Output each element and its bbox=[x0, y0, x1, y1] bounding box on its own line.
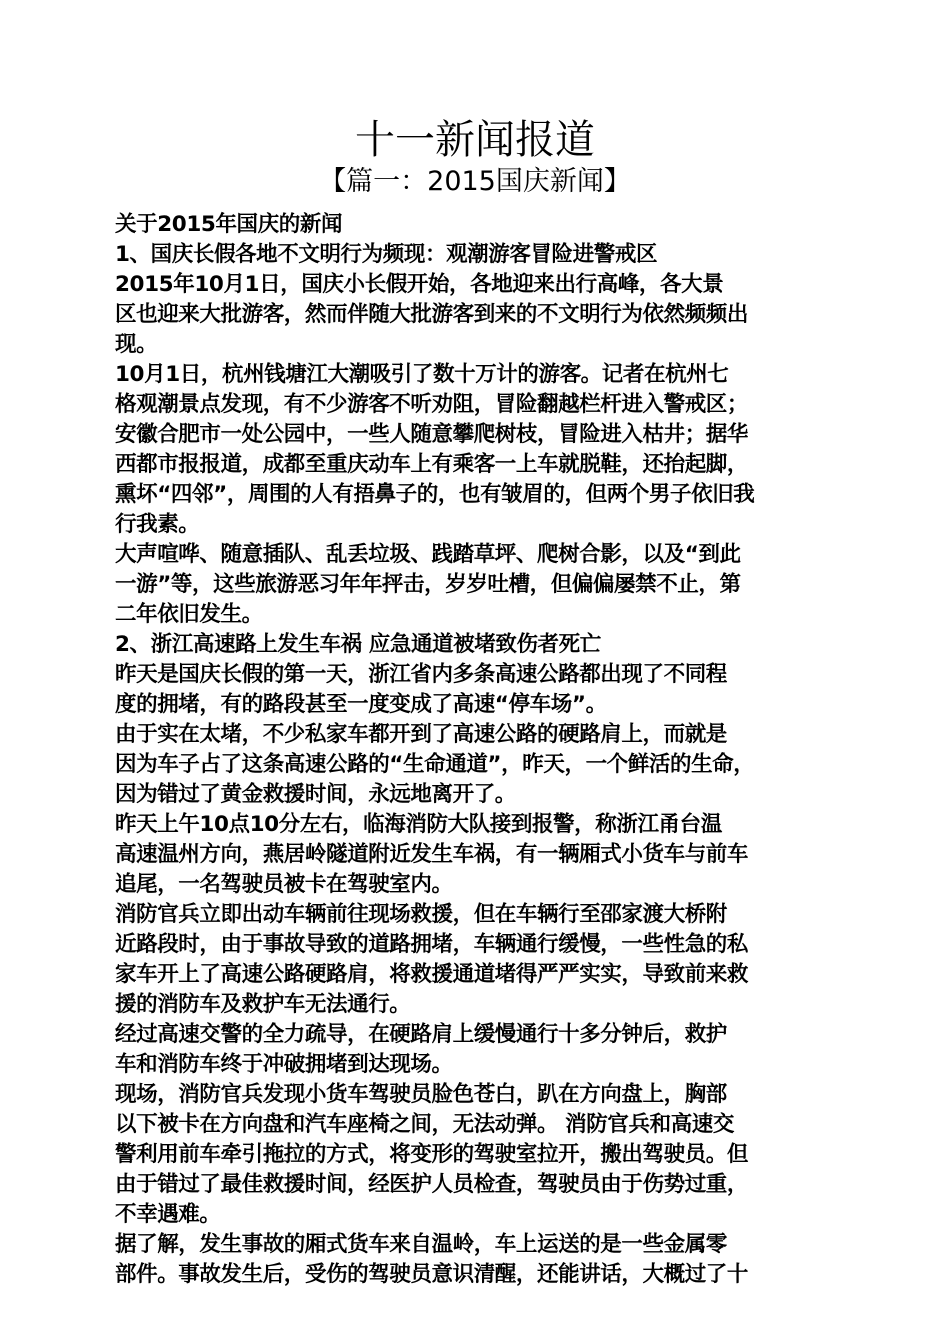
text-line: 车和消防车终于冲破拥堵到达现场。 bbox=[115, 1052, 453, 1077]
text-line: 消防官兵立即出动车辆前往现场救援，但在车辆行至邵家渡大桥附 bbox=[115, 902, 727, 927]
text-line: 格观潮景点发现，有不少游客不听劝阻，冒险翻越栏杆进入警戒区； bbox=[115, 392, 749, 417]
text-line: 经过高速交警的全力疏导，在硬路肩上缓慢通行十多分钟后，救护 bbox=[115, 1022, 727, 1047]
text-line: 高速温州方向，燕居岭隧道附近发生车祸，有一辆厢式小货车与前车 bbox=[115, 842, 749, 867]
text-line: 2、浙江高速路上发生车祸 应急通道被堵致伤者死亡 bbox=[115, 632, 601, 657]
text-line: 行我素。 bbox=[115, 512, 200, 537]
text-line: 2015年10月1日，国庆小长假开始，各地迎来出行高峰，各大景 bbox=[115, 272, 724, 297]
text-line: 因为车子占了这条高速公路的“生命通道”，昨天，一个鲜活的生命， bbox=[115, 752, 755, 777]
text-line: 警利用前车牵引拖拉的方式，将变形的驾驶室拉开，搬出驾驶员。但 bbox=[115, 1142, 749, 1167]
text-line: 区也迎来大批游客，然而伴随大批游客到来的不文明行为依然频频出 bbox=[115, 302, 749, 327]
text-line: 10月1日，杭州钱塘江大潮吸引了数十万计的游客。记者在杭州七 bbox=[115, 362, 729, 387]
text-line: 熏坏“四邻”，周围的人有捂鼻子的，也有皱眉的，但两个男子依旧我 bbox=[115, 482, 755, 507]
text-line: 由于错过了最佳救援时间，经医护人员检查，驾驶员由于伤势过重， bbox=[115, 1172, 749, 1197]
text-line: 据了解，发生事故的厢式货车来自温岭，车上运送的是一些金属零 bbox=[115, 1232, 727, 1257]
text-line: 近路段时，由于事故导致的道路拥堵，车辆通行缓慢，一些性急的私 bbox=[115, 932, 749, 957]
text-line: 昨天是国庆长假的第一天，浙江省内多条高速公路都出现了不同程 bbox=[115, 662, 727, 687]
text-line: 关于2015年国庆的新闻 bbox=[115, 212, 343, 237]
text-line: 由于实在太堵，不少私家车都开到了高速公路的硬路肩上，而就是 bbox=[115, 722, 727, 747]
text-line: 大声喧哗、随意插队、乱丢垃圾、践踏草坪、爬树合影，以及“到此 bbox=[115, 542, 741, 567]
text-line: 家车开上了高速公路硬路肩，将救援通道堵得严严实实，导致前来救 bbox=[115, 962, 749, 987]
text-line: 度的拥堵，有的路段甚至一度变成了高速“停车场”。 bbox=[115, 692, 607, 717]
text-line: 安徽合肥市一处公园中，一些人随意攀爬树枝，冒险进入枯井；据华 bbox=[115, 422, 749, 447]
article-body bbox=[115, 210, 840, 1290]
text-line: 一游”等，这些旅游恶习年年抨击，岁岁吐槽，但偏偏屡禁不止，第 bbox=[115, 572, 741, 597]
text-line: 西都市报报道，成都至重庆动车上有乘客一上车就脱鞋，还抬起脚， bbox=[115, 452, 749, 477]
document-title: 十一新闻报道 bbox=[355, 117, 595, 163]
text-line: 因为错过了黄金救援时间，永远地离开了。 bbox=[115, 782, 516, 807]
text-line: 不幸遇难。 bbox=[115, 1202, 221, 1227]
text-line: 援的消防车及救护车无法通行。 bbox=[115, 992, 411, 1017]
text-line: 1、国庆长假各地不文明行为频现：观潮游客冒险进警戒区 bbox=[115, 242, 658, 267]
text-line: 二年依旧发生。 bbox=[115, 602, 263, 627]
text-line: 昨天上午10点10分左右，临海消防大队接到报警，称浙江甬台温 bbox=[115, 812, 722, 837]
text-line: 现场，消防官兵发现小货车驾驶员脸色苍白，趴在方向盘上，胸部 bbox=[115, 1082, 727, 1107]
text-line: 以下被卡在方向盘和汽车座椅之间，无法动弹。 消防官兵和高速交 bbox=[115, 1112, 734, 1137]
text-line: 部件。事故发生后，受伤的驾驶员意识清醒，还能讲话，大概过了十 bbox=[115, 1262, 749, 1287]
document-subtitle: 【篇一：2015国庆新闻】 bbox=[319, 166, 631, 197]
text-line: 现。 bbox=[115, 332, 158, 357]
text-line: 追尾，一名驾驶员被卡在驾驶室内。 bbox=[115, 872, 453, 897]
